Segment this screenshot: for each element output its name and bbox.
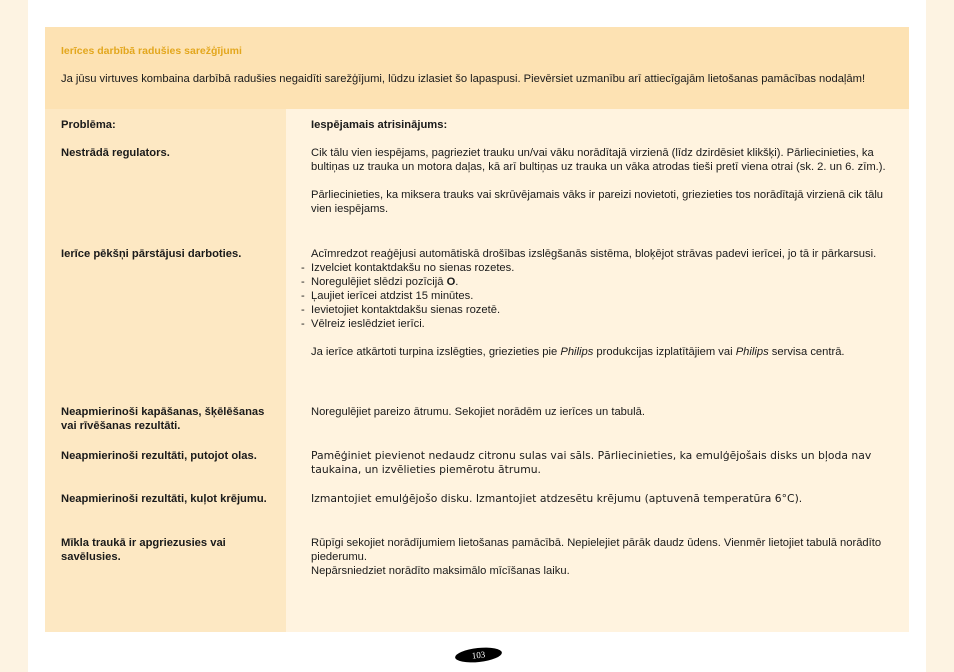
- step-item: - Vēlreiz ieslēdziet ierīci.: [311, 317, 891, 331]
- solution-paragraph: Pamēģiniet pievienot nedaudz citronu sulas vai sāls. Pārliecinieties, ka emulģējošais disks un bļoda nav taukaina, un izvēlieties piemērotu ātrumu.: [311, 449, 872, 476]
- header-band: [45, 27, 909, 109]
- solution-steps: [311, 261, 891, 331]
- step-item: - Ļaujiet ierīcei atdzist 15 minūtes.: [311, 289, 891, 303]
- solution-item: [311, 536, 891, 578]
- problem-header: Problēma:: [61, 119, 116, 131]
- solution-item: [311, 146, 891, 216]
- problem-item: Neapmierinoši rezultāti, putojot olas.: [61, 450, 257, 462]
- intro-text: Ja jūsu virtuves kombaina darbībā radušies negaidīti sarežģījumi, lūdzu izlasiet šo lapaspusi. Pievērsiet uzmanību arī attiecīgajām lietošanas pamācības nodaļām!: [61, 73, 866, 85]
- problem-item: Neapmierinoši kapāšanas, šķēlēšanas vai rīvēšanas rezultāti.: [61, 406, 265, 432]
- solution-paragraph: Cik tālu vien iespējams, pagrieziet trauku un/vai vāku norādītajā virzienā (līdz dzirdēsiet klikšķi). Pārliecinieties, ka bultiņas uz trauka un motora daļas, kā arī bultiņas uz trauka un vāka atrodas tieši pretī viena otrai (sk. 2. un 6. zīm.).: [311, 147, 886, 173]
- solution-paragraph: Ja ierīce atkārtoti turpina izslēgties, griezieties pie Philips produkcijas izplatītājiem vai Philips servisa centrā.: [311, 346, 845, 358]
- step-item: - Izvelciet kontaktdakšu no sienas rozetes.: [311, 261, 891, 275]
- problem-item: Neapmierinoši rezultāti, kuļot krējumu.: [61, 493, 267, 505]
- solution-paragraph: Nepārsniedziet norādīto maksimālo mīcīšanas laiku.: [311, 565, 570, 577]
- solution-paragraph: Izmantojiet emulģējošo disku. Izmantojiet atdzesētu krējumu (aptuvenā temperatūra 6°C).: [311, 492, 803, 505]
- brand-name: Philips: [735, 346, 769, 358]
- brand-name: Philips: [560, 346, 594, 358]
- step-item: - Ievietojiet kontaktdakšu sienas rozetē.: [311, 303, 891, 317]
- solution-item: [311, 449, 891, 477]
- solution-header: Iespējamais atrisinājums:: [311, 119, 448, 131]
- problem-item: Ierīce pēkšņi pārstājusi darboties.: [61, 248, 242, 260]
- solution-paragraph: Acīmredzot reaģējusi automātiskā drošības izslēgšanās sistēma, bloķējot strāvas padevi ierīcei, jo tā ir pārkarsusi.: [311, 248, 877, 260]
- solution-item: [311, 247, 891, 359]
- solution-paragraph: Rūpīgi sekojiet norādījumiem lietošanas pamācībā. Nepielejiet pārāk daudz ūdens. Vienmēr lietojiet tabulā norādīto piederumu.: [311, 537, 882, 563]
- problem-item: Mīkla traukā ir apgriezusies vai savēlusies.: [61, 537, 226, 563]
- problem-item: Nestrādā regulators.: [61, 147, 170, 159]
- section-title: Ierīces darbībā radušies sarežģījumi: [61, 45, 242, 57]
- position-label: O: [446, 276, 456, 288]
- solution-item: [311, 492, 891, 506]
- page-number: 103: [454, 646, 502, 665]
- step-item: - Noregulējiet slēdzi pozīcijā O.: [311, 275, 891, 289]
- solution-paragraph: Noregulējiet pareizo ātrumu. Sekojiet norādēm uz ierīces un tabulā.: [311, 406, 645, 418]
- solution-paragraph: Pārliecinieties, ka miksera trauks vai skrūvējamais vāks ir pareizi novietoti, griezieties tos norādītajā virzienā cik tālu vien iespējams.: [311, 189, 884, 215]
- solution-item: [311, 405, 891, 419]
